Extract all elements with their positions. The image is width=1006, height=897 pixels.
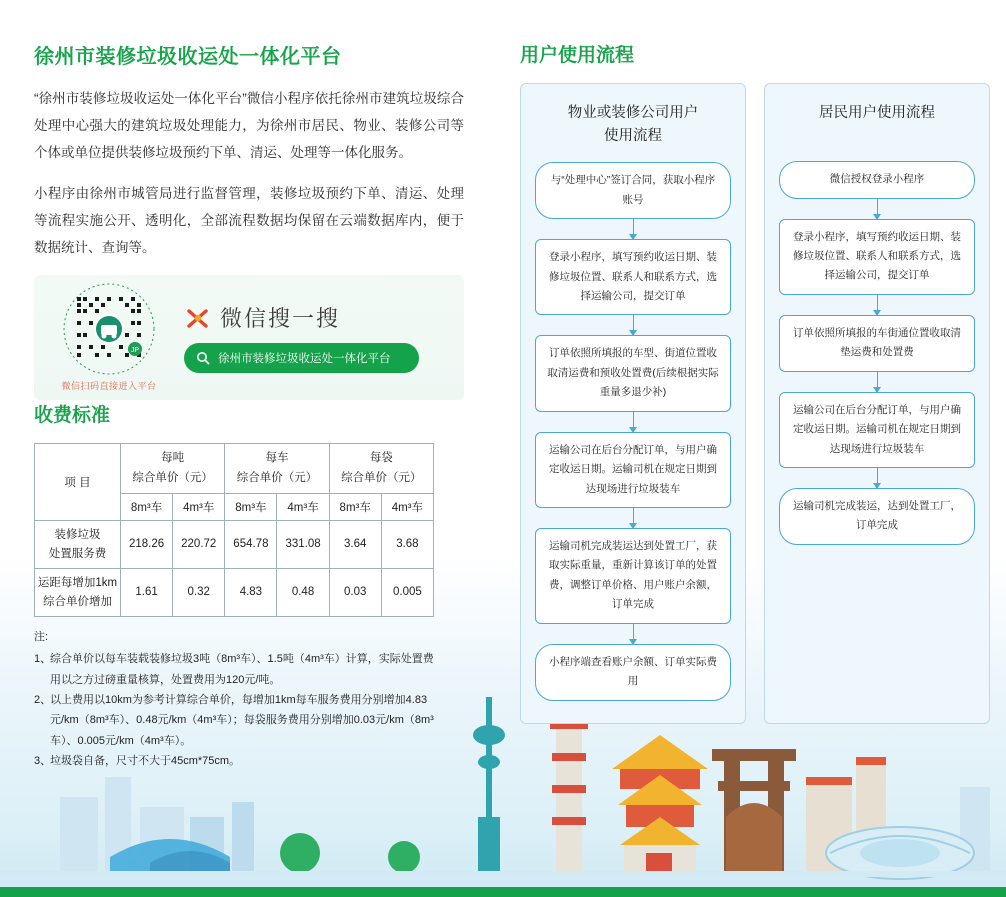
bottom-green-band	[0, 887, 1006, 897]
header-item: 项 目	[35, 444, 121, 521]
header-sub-1: 4m³车	[173, 494, 225, 521]
header-group-0: 每吨 综合单价（元）	[121, 444, 225, 494]
flow-arrow-icon	[877, 372, 878, 392]
cell-1-3: 0.48	[277, 569, 329, 617]
note-text: 垃圾袋自备，尺寸不大于45cm*75cm。	[50, 755, 241, 768]
note-number: 3、	[34, 755, 52, 768]
flow-panel-company-heading: 物业或装修公司用户 使用流程	[567, 105, 699, 145]
cell-1-2: 4.83	[225, 569, 277, 617]
fee-section-title: 收费标准	[34, 405, 111, 426]
wechat-search-logo-icon	[184, 304, 212, 332]
flow-arrow-icon	[633, 315, 634, 335]
cell-1-1: 0.32	[173, 569, 225, 617]
header-sub-0: 8m³车	[121, 494, 173, 521]
note-number: 1、	[34, 653, 52, 666]
flow-node: 与“处理中心”签订合同，获取小程序账号	[535, 162, 731, 219]
cell-1-0: 1.61	[121, 569, 173, 617]
qr-caption: 微信扫码直接进入平台	[61, 381, 157, 391]
cell-1-4: 0.03	[329, 569, 381, 617]
header-sub-3: 4m³车	[277, 494, 329, 521]
fee-table	[34, 443, 434, 617]
row-label-0: 装修垃圾 处置服务费	[35, 521, 121, 569]
notes-heading: 注:	[34, 631, 49, 644]
intro-paragraph-2: 小程序由徐州市城管局进行监督管理，装修垃圾预约下单、清运、处理等流程实施公开、透明化，全部流程数据均保留在云端数据库内，便于数据统计、查询等。	[34, 186, 464, 255]
wechat-search-text: 徐州市装修垃圾收运处一体化平台	[218, 353, 391, 365]
qr-code-block	[34, 283, 184, 392]
note-item	[34, 690, 444, 751]
note-text: 综合单价以每车装载装修垃圾3吨（8m³车）、1.5吨（4m³车）计算，实际处置费用以之方过磅重量核算，处置费用为120元/吨。	[50, 653, 434, 686]
wechat-search-bar[interactable]	[184, 343, 419, 373]
cell-0-5: 3.68	[381, 521, 433, 569]
flow-arrow-icon	[877, 295, 878, 315]
flow-node: 订单依照所填报的车型、街道位置收取清运费和预收处置费(后续根据实际重量多退少补)	[535, 335, 731, 411]
page-title: 徐州市装修垃圾收运处一体化平台	[34, 46, 342, 68]
note-text: 以上费用以10km为参考计算综合单价，每增加1km每车服务费用分别增加4.83元/km（8m³车）、0.48元/km（4m³车）；每袋服务费用分别增加0.03元/km（8m³车）、0.005元/km（4m³车）。	[50, 694, 434, 747]
table-row	[35, 521, 434, 569]
note-item	[34, 649, 444, 690]
header-sub-2: 8m³车	[225, 494, 277, 521]
search-icon	[196, 351, 210, 365]
table-header-row-1	[35, 444, 434, 494]
cell-0-2: 654.78	[225, 521, 277, 569]
flow-arrow-icon	[877, 199, 878, 219]
cell-0-0: 218.26	[121, 521, 173, 569]
fee-notes	[34, 627, 444, 771]
intro-paragraph-1: “徐州市装修垃圾收运处一体化平台”微信小程序依托徐州市建筑垃圾综合处理中心强大的建筑垃圾处理能力，为徐州市居民、物业、装修公司等个体或单位提供装修垃圾预约下单、清运、处理等一体化服务。	[34, 91, 464, 160]
flow-node: 运输公司在后台分配订单，与用户确定收运日期。运输司机在规定日期到达现场进行垃圾装车	[535, 432, 731, 508]
cell-0-3: 331.08	[277, 521, 329, 569]
svg-text:JP: JP	[130, 347, 140, 354]
flow-node: 运输司机完成装运达到处置工厂，获取实际重量，重新计算该订单的处置费，调整订单价格、用户账户余额，订单完成	[535, 528, 731, 624]
wechat-search-heading: 微信搜一搜	[220, 306, 341, 331]
note-item	[34, 751, 444, 771]
qr-code-icon	[63, 283, 155, 375]
flow-node: 登录小程序，填写预约收运日期、装修垃圾位置、联系人和联系方式，选择运输公司，提交订单	[779, 219, 975, 295]
flow-node: 微信授权登录小程序	[779, 161, 975, 198]
wechat-search-block	[184, 302, 464, 373]
row-label-1: 运距每增加1km 综合单价增加	[35, 569, 121, 617]
flow-node: 运输司机完成装运，达到处置工厂，订单完成	[779, 488, 975, 545]
flow-node: 运输公司在后台分配订单，与用户确定收运日期。运输司机在规定日期到达现场进行垃圾装车	[779, 392, 975, 468]
flow-arrow-icon	[633, 624, 634, 644]
flow-arrow-icon	[877, 468, 878, 488]
header-group-2: 每袋 综合单价（元）	[329, 444, 433, 494]
flow-node: 小程序端查看账户余额、订单实际费用	[535, 644, 731, 701]
left-column	[34, 40, 464, 772]
header-group-1: 每车 综合单价（元）	[225, 444, 329, 494]
flow-node: 订单依照所填报的车街通位置收取清垫运费和处置费	[779, 315, 975, 372]
flow-panel-company	[520, 83, 746, 724]
flow-arrow-icon	[633, 219, 634, 239]
wechat-search-card	[34, 275, 464, 400]
header-sub-5: 4m³车	[381, 494, 433, 521]
cell-0-4: 3.64	[329, 521, 381, 569]
flow-arrow-icon	[633, 508, 634, 528]
flow-arrow-icon	[633, 412, 634, 432]
header-sub-4: 8m³车	[329, 494, 381, 521]
cell-0-1: 220.72	[173, 521, 225, 569]
cell-1-5: 0.005	[381, 569, 433, 617]
flow-panel-resident-heading: 居民用户使用流程	[819, 105, 935, 121]
flow-panel-resident	[764, 83, 990, 724]
right-column	[520, 40, 990, 724]
flow-node: 登录小程序，填写预约收运日期、装修垃圾位置、联系人和联系方式，选择运输公司，提交订单	[535, 239, 731, 315]
note-number: 2、	[34, 694, 52, 707]
flow-charts	[520, 83, 990, 724]
table-row	[35, 569, 434, 617]
flow-section-title: 用户使用流程	[520, 45, 635, 66]
